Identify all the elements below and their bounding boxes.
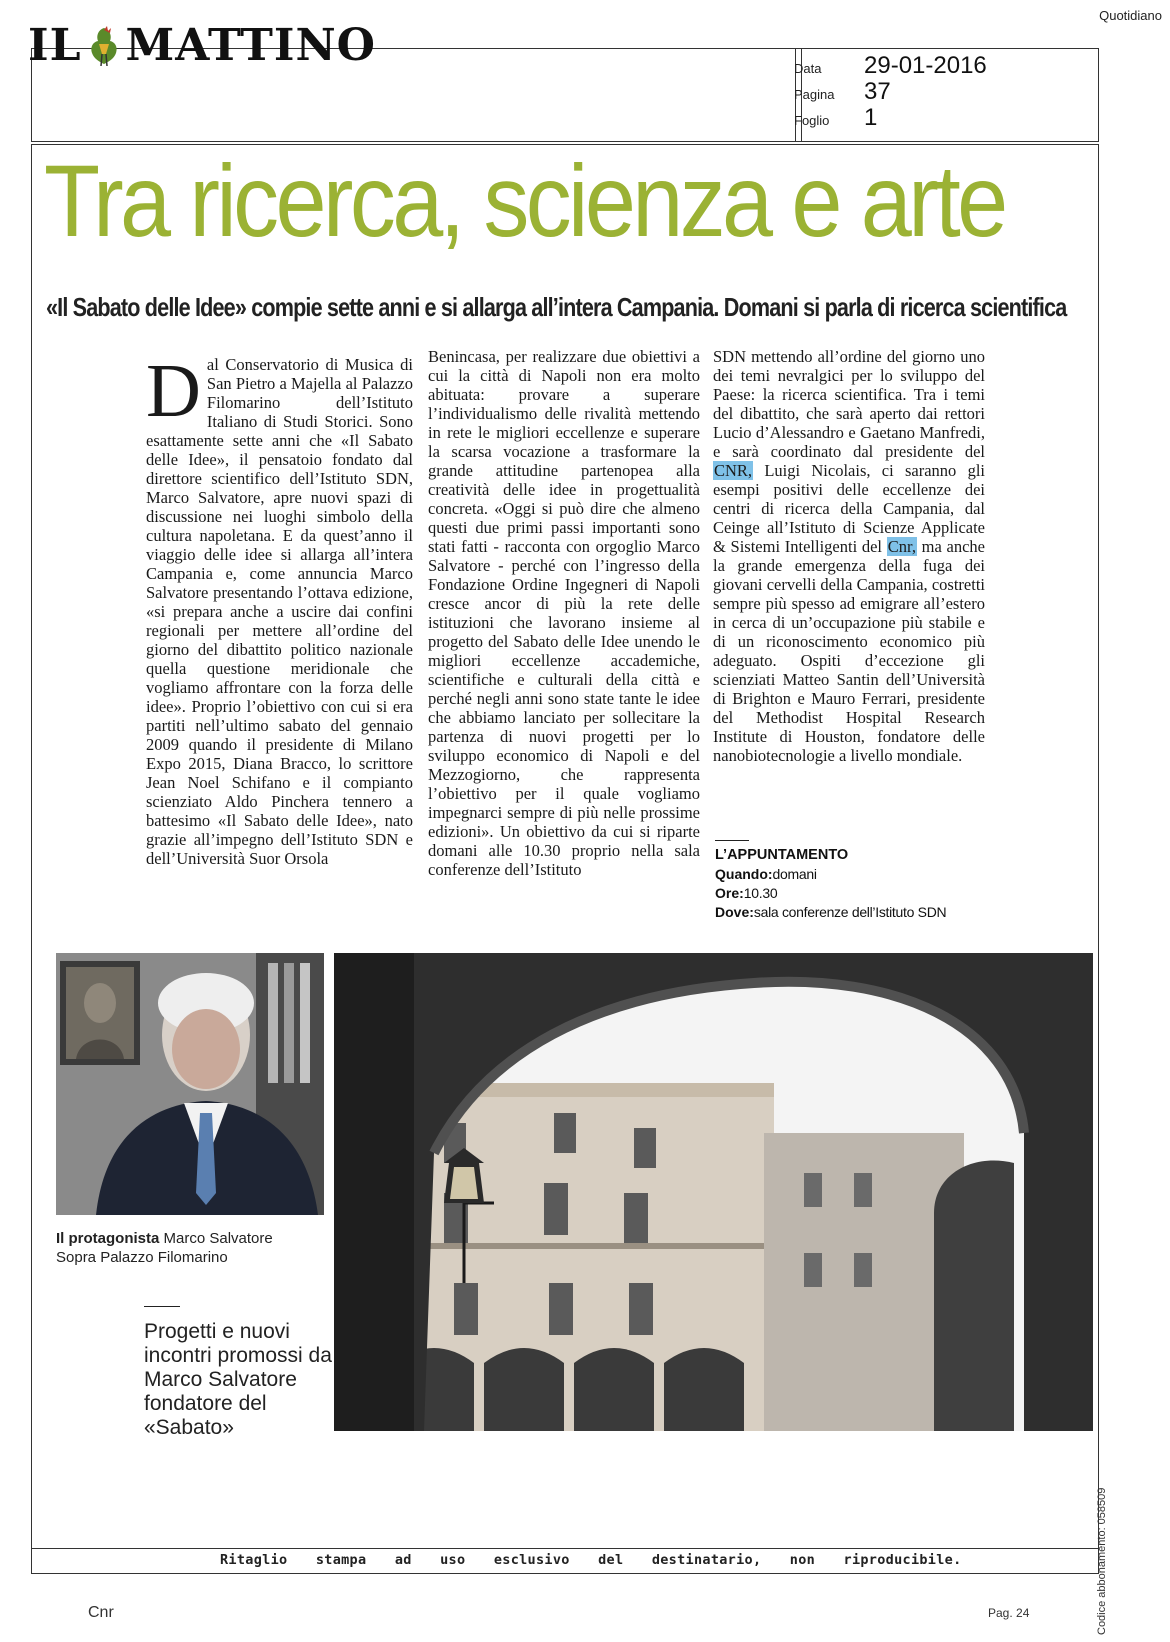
meta-value-page: 37: [864, 78, 891, 105]
appuntamento-title: L’APPUNTAMENTO: [715, 847, 849, 863]
article-column-2: [428, 347, 700, 879]
article-headline: Tra ricerca, scienza e arte: [44, 144, 1005, 258]
meta-foglio-row: [794, 104, 877, 132]
footer-source: Cnr: [88, 1604, 114, 1621]
dropcap: D: [146, 349, 201, 433]
rooster-icon: [84, 24, 124, 68]
article-column-1: [146, 349, 413, 868]
masthead-logo: [28, 20, 376, 71]
caption-line-1: Il protagonista Marco Salvatore: [56, 1230, 273, 1247]
masthead-il: IL: [28, 20, 82, 71]
pullquote: Progetti e nuovi incontri promossi da Marco Salvatore fondatore del «Sabato»: [144, 1320, 332, 1439]
appuntamento-box: [715, 846, 946, 922]
meta-pagina-row: [794, 78, 891, 106]
appuntamento-row: Quando:domani: [715, 866, 817, 882]
meta-value-sheet: 1: [864, 104, 878, 131]
quotidiano-label: Quotidiano: [1099, 8, 1162, 23]
portrait-photo: [56, 953, 324, 1215]
photo-caption: [56, 1229, 273, 1267]
codice-abbonamento: Codice abbonamento: 058509: [1096, 1487, 1108, 1635]
footer-page-number: Pag. 24: [988, 1606, 1030, 1620]
ritaglio-notice: Ritaglio stampa ad uso esclusivo del destinatario, non riproducibile.: [220, 1552, 962, 1568]
highlight-cnr: CNR,: [714, 461, 753, 480]
column-text: al Conservatorio di Musica di San Pietro a Majella al Palazzo Filomarino dell’Istituto Italiano di Studi Storici. Sono esattamente sette anni che «Il Sabato delle Idee», il pensatoio fondato dal direttore scientifico dell’Istituto SDN, Marco Salvatore, apre nuovi spazi di discussione nei luoghi simbolo della cultura napoletana. E da quest’anno il viaggio delle idee si allarga all’intera Campania e, come annuncia Marco Salvatore presentando l’ottava edizione, «si prepara anche a uscire dai confini regionali per mettere all’ordine del giorno del dibattito politico nazionale quella questione meridionale che vogliamo affrontare con la forza delle idee». Proprio l’obiettivo con cui si era partiti nell’ultimo sabato del gennaio 2009 quando il presidente di Milano Expo 2015, Diana Bracco, lo scrittore Jean Noel Schifano e il compianto scienziato Aldo Pinchera tennero a battesimo «Il Sabato delle Idee», nato grazie all’impegno dell’Istituto SDN e dell’Università Suor Orsola: [146, 355, 413, 868]
article-subheadline: «Il Sabato delle Idee» compie sette anni e si allarga all’intera Campania. Domani si parla di ricerca scientifica: [46, 292, 1067, 322]
article-column-3: [713, 347, 985, 765]
meta-data-row: [794, 52, 987, 80]
column-text: Benincasa, per realizzare due obiettivi a cui la città di Napoli non era molto abituata: provare a superare l’individualismo delle rivalità mettendo in rete le migliori eccellenze e superare la scarsa vocazione a trasformare la grande attitudine partenopea alla creatività delle idee in progettualità concreta. «Oggi si può dire che almeno questi due primi passi importanti sono stati fatti - racconta con orgoglio Marco Salvatore - perché con l’ingresso della Fondazione Ordine Ingegneri di Napoli cresce ancor di più la rete delle istituzioni che lavorano insieme al progetto del Sabato delle Idee unendo le migliori eccellenze accademiche, scientifiche e culturali della città e perché negli anni sono state tante le idee che abbiamo lanciato per sollecitare la partenza di nuovi progetti per lo sviluppo economico di Napoli e del Mezzogiorno, che rappresenta l’obiettivo per il quale vogliamo impegnarci sempre di più nelle prossime edizioni». Un obiettivo da cui si riparte domani alle 10.30 proprio nella sala conferenze dell’Istituto: [428, 347, 700, 879]
column-text: ma anche la grande emergenza della fuga dei giovani cervelli della Campania, costretti sempre più spesso ad emigrare all’estero in cerca di un’occupazione più stabile e di un riconoscimento economico più adeguato. Ospiti d’eccezione gli scienziati Matteo Santin dell’Università di Brighton e Mauro Ferrari, presidente del Methodist Hospital Research Institute di Houston, fondatore delle nanobiotecnologie a livello mondiale.: [713, 537, 985, 765]
appuntamento-row: Dove:sala conferenze dell’Istituto SDN: [715, 904, 947, 920]
meta-value-date: 29-01-2016: [864, 52, 987, 79]
column-text: Luigi Nicolais, ci saranno gli esempi positivi delle eccellenze dei centri di ricerca della Campania, dal Ceinge all’Istituto di Scienze Applicate & Sistemi Intelligenti del: [713, 461, 985, 556]
appuntamento-rule: [715, 840, 749, 841]
highlight-cnr: Cnr,: [887, 537, 916, 556]
column-text: SDN mettendo all’ordine del giorno uno dei temi nevralgici per lo sviluppo del Paese: la ricerca scientifica. Tra i temi del dibattito, che sarà aperto dai rettori Lucio d’Alessandro e Gaetano Manfredi, e sarà coordinato dal presidente del: [713, 347, 985, 461]
masthead-mattino: MATTINO: [125, 20, 377, 71]
caption-line-2: Sopra Palazzo Filomarino: [56, 1249, 228, 1266]
meta-label: Pagina: [794, 87, 835, 102]
appuntamento-row: Ore:10.30: [715, 885, 778, 901]
palazzo-filomarino-photo: [334, 953, 1093, 1431]
pullquote-rule: [144, 1306, 180, 1307]
meta-label: Data: [794, 61, 822, 76]
meta-label: Foglio: [794, 113, 830, 128]
